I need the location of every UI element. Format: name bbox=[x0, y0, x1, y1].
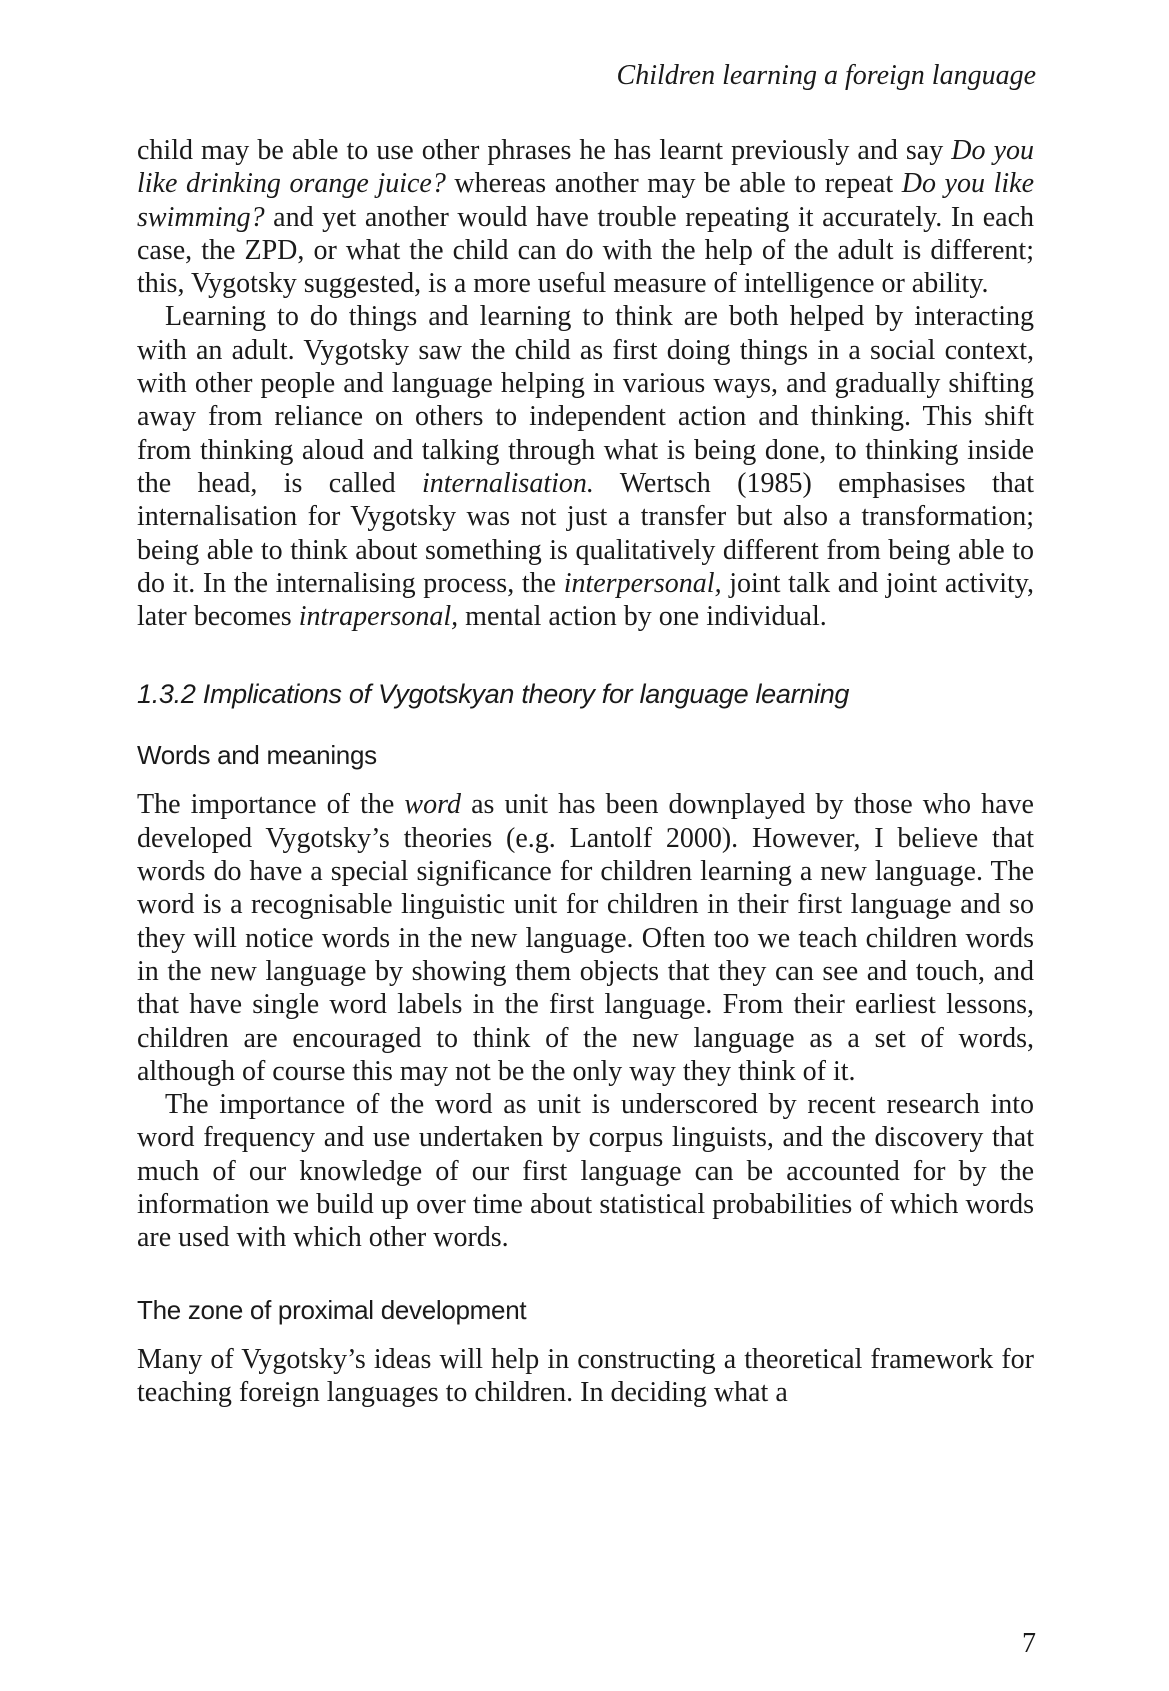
page-body bbox=[137, 134, 1034, 1409]
paragraph-corpus-research: The importance of the word as unit is underscored by recent research into word frequency and use undertaken by corpus linguists, and the discovery that much of our knowledge of our first language can be accounted for by the information we build up over time about statistical probabilities of which words are used with which other words. bbox=[137, 1089, 1034, 1254]
subheading-words-and-meanings: Words and meanings bbox=[137, 740, 377, 771]
section-heading: 1.3.2 Implications of Vygotskyan theory for language learning bbox=[137, 679, 850, 710]
subheading-zone-of-proximal-development: The zone of proximal development bbox=[137, 1294, 527, 1325]
paragraph-continuation: child may be able to use other phrases he has learnt previously and say Do you like drinking orange juice? whereas another may be able to repeat Do you like swimming? and yet another would have trouble repeating it accurately. In each case, the ZPD, or what the child can do with the help of the adult is different; this, Vygotsky suggested, is a more useful measure of intelligence or ability. bbox=[137, 135, 1034, 300]
paragraph-word-importance: The importance of the word as unit has been downplayed by those who have developed Vygotsky’s theories (e.g. Lantolf 2000). However, I believe that words do have a special significance for children learning a new language. The word is a recognisable linguistic unit for children in their first language and so they will notice words in the new language. Often too we teach children words in the new language by showing them objects that they can see and touch, and that have single word labels in the first language. From their earliest lessons, children are encouraged to think of the new language as a set of words, although of course this may not be the only way they think of it. bbox=[137, 789, 1034, 1087]
paragraph-internalisation: Learning to do things and learning to think are both helped by interacting with an adult. Vygotsky saw the child as first doing things in a social context, with other people and language helping in various ways, and gradually shifting away from reliance on others to independent action and thinking. This shift from thinking aloud and talking through what is being done, to thinking inside the head, is called internalisation. Wertsch (1985) emphasises that internalisation for Vygotsky was not just a transfer but also a transformation; being able to think about something is qualitatively different from being able to do it. In the internalising process, the interpersonal, joint talk and joint activity, later becomes intrapersonal, mental action by one individual. bbox=[137, 301, 1034, 633]
page-number: 7 bbox=[1022, 1628, 1036, 1659]
running-head: Children learning a foreign language bbox=[616, 60, 1036, 91]
paragraph-theoretical-framework: Many of Vygotsky’s ideas will help in constructing a theoretical framework for teaching foreign languages to children. In deciding what a bbox=[137, 1343, 1034, 1408]
